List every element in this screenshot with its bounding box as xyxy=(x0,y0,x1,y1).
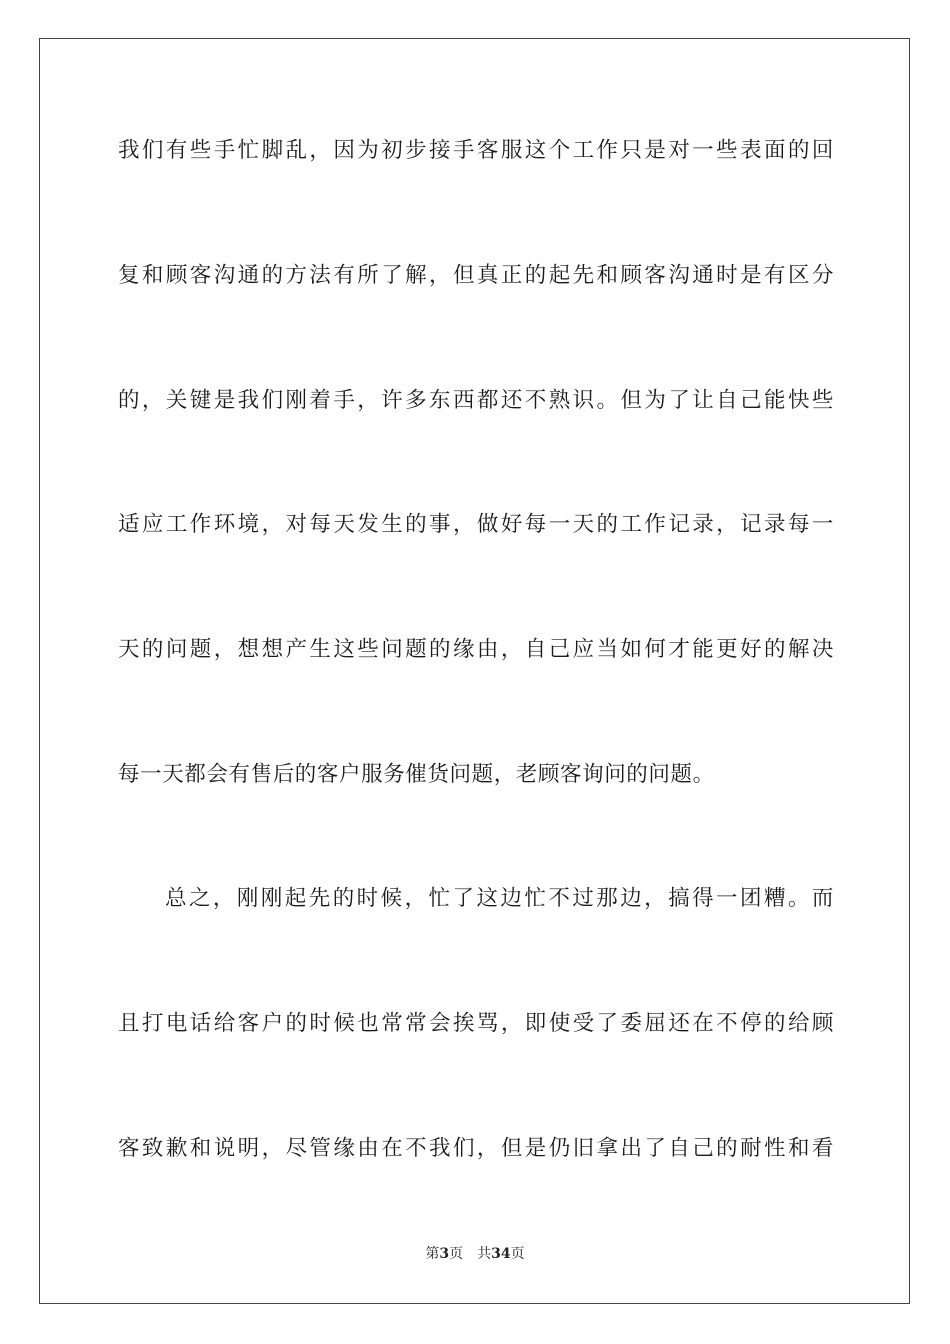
total-pages: 34 xyxy=(491,1246,511,1262)
page-border xyxy=(39,38,910,1304)
page-footer xyxy=(0,1245,950,1263)
text-line: 客致歉和说明，尽管缘由在不我们，但是仍旧拿出了自己的耐性和看 xyxy=(118,1136,834,1161)
text-line: 我们有些手忙脚乱，因为初步接手客服这个工作只是对一些表面的回 xyxy=(118,138,834,163)
paragraph-start-line: 总之，刚刚起先的时候，忙了这边忙不过那边，搞得一团糟。而 xyxy=(165,886,834,911)
text-line: 复和顾客沟通的方法有所了解，但真正的起先和顾客沟通时是有区分 xyxy=(118,263,834,288)
text-line: 的，关键是我们刚着手，许多东西都还不熟识。但为了让自己能快些 xyxy=(118,388,834,413)
text-line: 天的问题，想想产生这些问题的缘由，自己应当如何才能更好的解决 xyxy=(118,637,834,662)
text-line: 每一天都会有售后的客户服务催货问题，老顾客询问的问题。 xyxy=(118,762,715,787)
page-number: 3 xyxy=(439,1246,450,1262)
total-suffix: 页 xyxy=(510,1246,525,1262)
total-prefix: 共 xyxy=(477,1246,492,1262)
text-line: 适应工作环境，对每天发生的事，做好每一天的工作记录，记录每一 xyxy=(118,512,834,537)
page-suffix: 页 xyxy=(449,1246,464,1262)
page-prefix: 第 xyxy=(425,1246,440,1262)
text-line: 且打电话给客户的时候也常常会挨骂，即使受了委屈还在不停的给顾 xyxy=(118,1011,834,1036)
